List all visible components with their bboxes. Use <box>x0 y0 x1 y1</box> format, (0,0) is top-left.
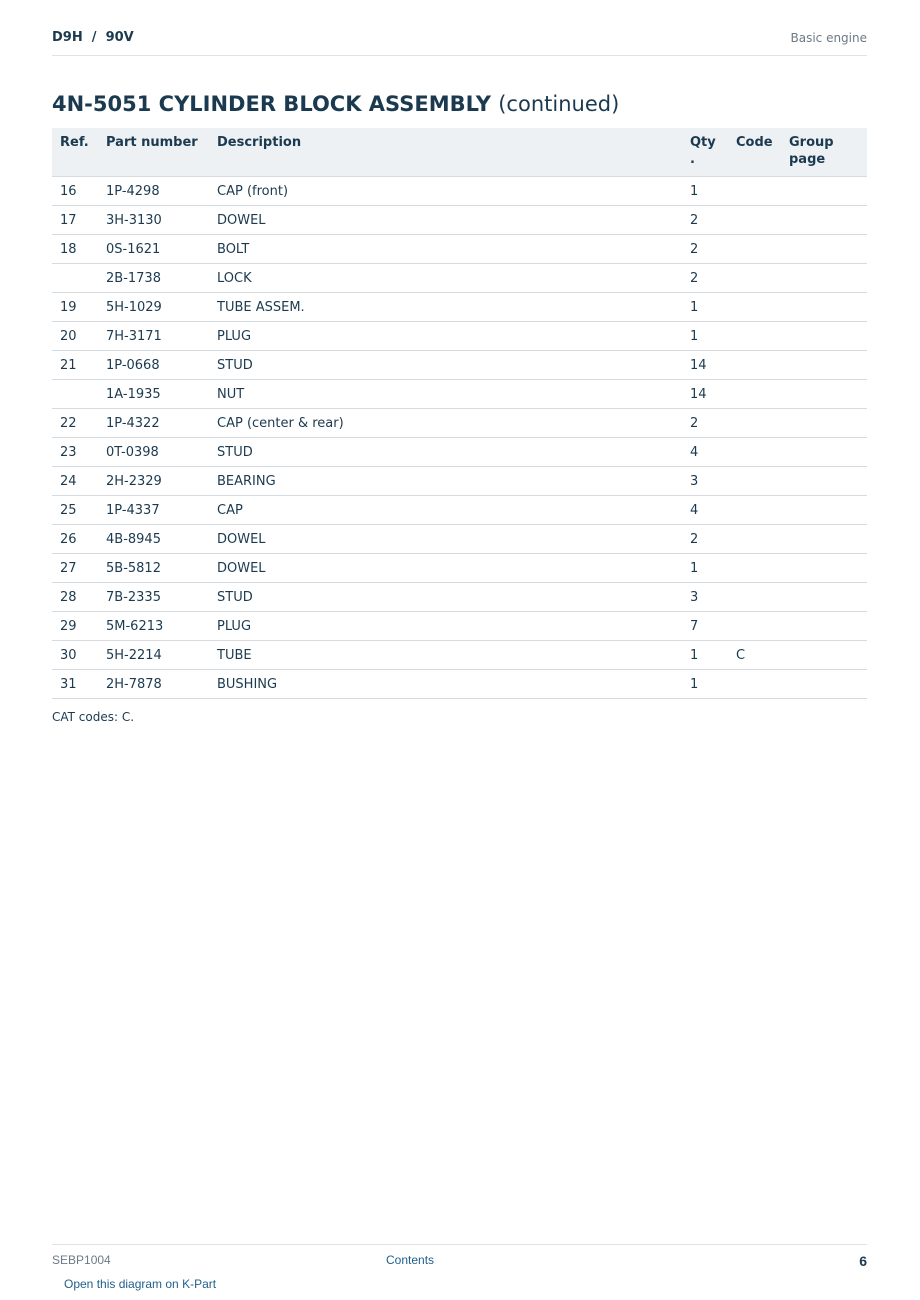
cell-code <box>728 177 781 206</box>
table-row <box>52 496 867 525</box>
table-row <box>52 467 867 496</box>
title-suffix: (continued) <box>498 92 620 116</box>
cell-qty: 3 <box>682 583 728 612</box>
page-number: 6 <box>859 1253 867 1269</box>
cell-ref: 28 <box>52 583 98 612</box>
cell-part-number: 3H-3130 <box>98 206 209 235</box>
cell-part-number: 5M-6213 <box>98 612 209 641</box>
cell-qty: 3 <box>682 467 728 496</box>
cell-ref: 21 <box>52 351 98 380</box>
table-row <box>52 612 867 641</box>
contents-link[interactable]: Contents <box>386 1253 435 1267</box>
assembly-title: 4N-5051 CYLINDER BLOCK ASSEMBLY <box>52 92 491 116</box>
cat-codes-note: CAT codes: C. <box>52 710 135 724</box>
cell-group-page <box>781 467 867 496</box>
cell-part-number: 1P-4322 <box>98 409 209 438</box>
cell-qty: 1 <box>682 177 728 206</box>
cell-qty: 14 <box>682 351 728 380</box>
open-on-kpart-link[interactable]: Open this diagram on K-Part <box>64 1277 217 1291</box>
cell-code: C <box>728 641 781 670</box>
cell-ref: 30 <box>52 641 98 670</box>
cell-qty: 1 <box>682 293 728 322</box>
column-header-part-number: Part number <box>98 128 209 177</box>
cell-code <box>728 322 781 351</box>
cell-qty: 1 <box>682 641 728 670</box>
cell-description: CAP <box>209 496 682 525</box>
table-row <box>52 380 867 409</box>
cell-part-number: 2B-1738 <box>98 264 209 293</box>
table-row <box>52 438 867 467</box>
cell-part-number: 1P-4298 <box>98 177 209 206</box>
cell-ref: 24 <box>52 467 98 496</box>
table-row <box>52 322 867 351</box>
table-row <box>52 177 867 206</box>
cell-part-number: 7H-3171 <box>98 322 209 351</box>
cell-group-page <box>781 177 867 206</box>
cell-description: STUD <box>209 583 682 612</box>
cell-part-number: 5H-1029 <box>98 293 209 322</box>
cell-ref <box>52 264 98 293</box>
cell-code <box>728 438 781 467</box>
cell-code <box>728 235 781 264</box>
table-row <box>52 670 867 699</box>
cell-description: LOCK <box>209 264 682 293</box>
cell-group-page <box>781 670 867 699</box>
cell-part-number: 1A-1935 <box>98 380 209 409</box>
table-row <box>52 235 867 264</box>
column-header-group-page: Group page <box>781 128 867 177</box>
cell-qty: 4 <box>682 496 728 525</box>
cell-code <box>728 351 781 380</box>
cell-code <box>728 206 781 235</box>
machine-model: D9H / 90V <box>52 30 134 45</box>
cell-ref: 23 <box>52 438 98 467</box>
cell-description: CAP (center & rear) <box>209 409 682 438</box>
table-row <box>52 409 867 438</box>
cell-part-number: 0S-1621 <box>98 235 209 264</box>
table-row <box>52 525 867 554</box>
cell-group-page <box>781 409 867 438</box>
cell-ref: 31 <box>52 670 98 699</box>
cell-group-page <box>781 206 867 235</box>
cell-part-number: 1P-4337 <box>98 496 209 525</box>
cell-ref: 17 <box>52 206 98 235</box>
table-row <box>52 554 867 583</box>
cell-part-number: 1P-0668 <box>98 351 209 380</box>
cell-qty: 2 <box>682 206 728 235</box>
column-header-ref: Ref. <box>52 128 98 177</box>
cell-group-page <box>781 612 867 641</box>
cell-ref: 26 <box>52 525 98 554</box>
cell-part-number: 4B-8945 <box>98 525 209 554</box>
document-code: SEBP1004 <box>52 1253 111 1267</box>
page-footer <box>52 1244 867 1295</box>
table-row <box>52 264 867 293</box>
table-row <box>52 293 867 322</box>
cell-code <box>728 670 781 699</box>
cell-group-page <box>781 641 867 670</box>
cell-qty: 7 <box>682 612 728 641</box>
cell-code <box>728 525 781 554</box>
table-row <box>52 206 867 235</box>
cell-description: DOWEL <box>209 525 682 554</box>
cell-group-page <box>781 293 867 322</box>
section-name: Basic engine <box>790 31 867 45</box>
cell-description: PLUG <box>209 322 682 351</box>
cell-description: DOWEL <box>209 206 682 235</box>
cell-group-page <box>781 351 867 380</box>
cell-ref: 29 <box>52 612 98 641</box>
cell-ref: 25 <box>52 496 98 525</box>
cell-part-number: 2H-7878 <box>98 670 209 699</box>
table-row <box>52 641 867 670</box>
cell-group-page <box>781 322 867 351</box>
cell-code <box>728 293 781 322</box>
cell-part-number: 5H-2214 <box>98 641 209 670</box>
cell-ref: 16 <box>52 177 98 206</box>
cell-part-number: 7B-2335 <box>98 583 209 612</box>
cell-qty: 2 <box>682 409 728 438</box>
cell-part-number: 2H-2329 <box>98 467 209 496</box>
cell-group-page <box>781 380 867 409</box>
cell-qty: 1 <box>682 670 728 699</box>
cell-code <box>728 612 781 641</box>
cell-description: BEARING <box>209 467 682 496</box>
cell-code <box>728 380 781 409</box>
table-row <box>52 351 867 380</box>
cell-code <box>728 496 781 525</box>
cell-group-page <box>781 554 867 583</box>
cell-code <box>728 409 781 438</box>
parts-table-body <box>52 177 867 699</box>
cell-description: CAP (front) <box>209 177 682 206</box>
cell-code <box>728 264 781 293</box>
cell-group-page <box>781 525 867 554</box>
cell-group-page <box>781 438 867 467</box>
column-header-description: Description <box>209 128 682 177</box>
cell-group-page <box>781 496 867 525</box>
page-header <box>52 28 867 56</box>
cell-ref: 22 <box>52 409 98 438</box>
table-row <box>52 583 867 612</box>
cell-part-number: 5B-5812 <box>98 554 209 583</box>
parts-table <box>52 128 867 699</box>
cell-code <box>728 583 781 612</box>
cell-description: TUBE <box>209 641 682 670</box>
cell-group-page <box>781 235 867 264</box>
cell-qty: 14 <box>682 380 728 409</box>
cell-description: STUD <box>209 438 682 467</box>
cell-qty: 2 <box>682 525 728 554</box>
cell-qty: 2 <box>682 235 728 264</box>
cell-group-page <box>781 264 867 293</box>
cell-description: STUD <box>209 351 682 380</box>
table-header-row <box>52 128 867 177</box>
cell-part-number: 0T-0398 <box>98 438 209 467</box>
cell-description: BUSHING <box>209 670 682 699</box>
cell-qty: 1 <box>682 322 728 351</box>
cell-ref: 19 <box>52 293 98 322</box>
cell-description: BOLT <box>209 235 682 264</box>
cell-qty: 4 <box>682 438 728 467</box>
cell-ref: 18 <box>52 235 98 264</box>
cell-code <box>728 554 781 583</box>
cell-ref: 27 <box>52 554 98 583</box>
cell-description: PLUG <box>209 612 682 641</box>
cell-ref: 20 <box>52 322 98 351</box>
cell-qty: 1 <box>682 554 728 583</box>
cell-description: DOWEL <box>209 554 682 583</box>
cell-code <box>728 467 781 496</box>
column-header-code: Code <box>728 128 781 177</box>
cell-description: TUBE ASSEM. <box>209 293 682 322</box>
column-header-qty: Qty . <box>682 128 728 177</box>
cell-description: NUT <box>209 380 682 409</box>
cell-ref <box>52 380 98 409</box>
cell-group-page <box>781 583 867 612</box>
cell-qty: 2 <box>682 264 728 293</box>
page-title <box>52 90 619 118</box>
